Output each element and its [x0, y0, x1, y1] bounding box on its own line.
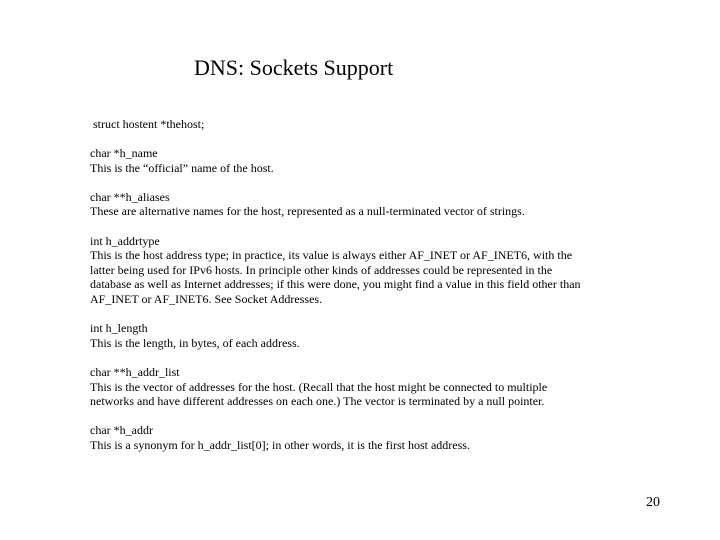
- field-declaration: char **h_aliases: [90, 189, 170, 204]
- field-description: This is the vector of addresses for the host. (Recall that the host might be connected to multiple networks and have different addresses on each one.) The vector is terminated by a null pointer.: [90, 379, 548, 409]
- field-h-addrtype: [90, 234, 590, 307]
- field-description: This is the “official” name of the host.: [90, 160, 274, 175]
- field-h-aliases: [90, 190, 590, 219]
- field-declaration: char *h_addr: [90, 423, 153, 438]
- field-description: This is the host address type; in practice, its value is always either AF_INET or AF_INET6, with the latter being used for IPv6 hosts. In principle other kinds of addresses could be represented in the database as well as Internet addresses; if this were done, you might find a value in this field other than AF_INET or AF_INET6. See Socket Addresses.: [90, 248, 581, 306]
- field-description: This is the length, in bytes, of each address.: [90, 335, 300, 350]
- field-h-length: [90, 321, 590, 350]
- field-description: These are alternative names for the host, represented as a null-terminated vector of strings.: [90, 204, 525, 219]
- field-declaration: int h_addrtype: [90, 233, 160, 248]
- field-h-addr-list: [90, 365, 590, 409]
- slide-title: DNS: Sockets Support: [194, 55, 394, 80]
- field-declaration: int h_length: [90, 321, 148, 336]
- struct-declaration: struct hostent *thehost;: [93, 117, 205, 131]
- field-description: This is a synonym for h_addr_list[0]; in other words, it is the first host address.: [90, 437, 470, 452]
- field-h-name: [90, 146, 590, 175]
- page-number: 20: [646, 495, 660, 510]
- field-declaration: char **h_addr_list: [90, 364, 180, 379]
- field-list: [90, 146, 590, 467]
- field-declaration: char *h_name: [90, 146, 158, 160]
- field-h-addr: [90, 423, 590, 452]
